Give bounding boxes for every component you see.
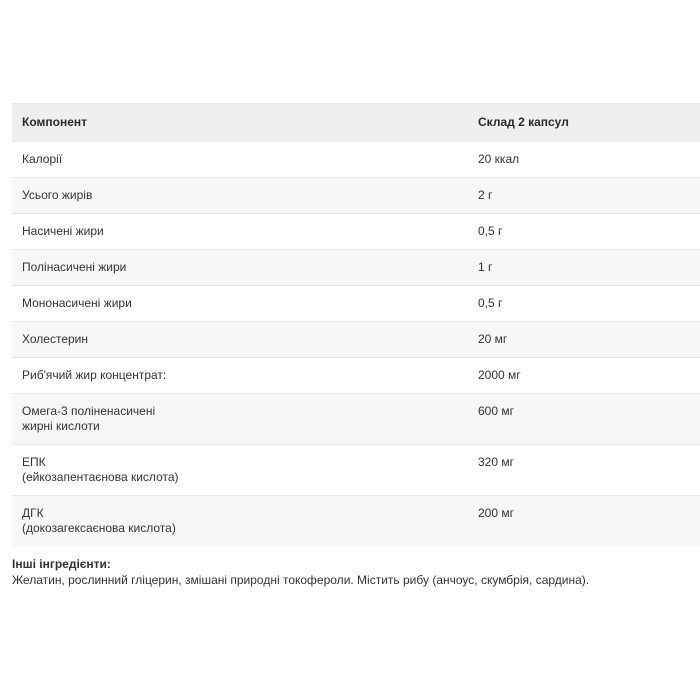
amount-cell: 0,5 г (468, 286, 700, 322)
component-name-line: Насичені жири (22, 224, 104, 238)
component-name-line: Омега-3 поліненасичені (22, 404, 156, 418)
component-name-line: Мононасичені жири (22, 296, 132, 310)
component-cell (12, 286, 468, 322)
amount-cell: 2 г (468, 178, 700, 214)
table-header-row (12, 104, 700, 142)
component-name-line: Риб'ячий жир концентрат: (22, 368, 167, 382)
other-ingredients-title: Інші інгредієнти: (12, 557, 111, 571)
table-row (12, 322, 700, 358)
table-row (12, 394, 700, 445)
amount-cell: 20 мг (468, 322, 700, 358)
table-row (12, 214, 700, 250)
component-name-line: (ейкозапентаєнова кислота) (22, 470, 179, 484)
component-name-line: Холестерин (22, 332, 88, 346)
other-ingredients-text: Желатин, рослинний гліцерин, змішані природні токофероли. Містить рибу (анчоус, скумбрія, сардина). (12, 573, 590, 587)
amount-cell: 320 мг (468, 445, 700, 496)
amount-cell: 0,5 г (468, 214, 700, 250)
amount-cell: 200 мг (468, 496, 700, 547)
table-row (12, 496, 700, 547)
table-row (12, 445, 700, 496)
table-row (12, 286, 700, 322)
component-name-line: жирні кислоти (22, 419, 100, 433)
table-body (12, 142, 700, 547)
component-cell (12, 178, 468, 214)
table-row (12, 142, 700, 178)
amount-cell: 2000 мг (468, 358, 700, 394)
amount-cell: 600 мг (468, 394, 700, 445)
component-cell (12, 214, 468, 250)
component-cell (12, 358, 468, 394)
component-name-line: ДГК (22, 506, 44, 520)
component-name-line: Полінасичені жири (22, 260, 127, 274)
component-cell (12, 142, 468, 178)
component-cell (12, 496, 468, 547)
component-cell (12, 322, 468, 358)
nutrition-table-container (12, 103, 700, 546)
table-row (12, 178, 700, 214)
component-name-line: (докозагексаєнова кислота) (22, 521, 176, 535)
component-name-line: Усього жирів (22, 188, 93, 202)
component-cell (12, 445, 468, 496)
nutrition-table (12, 103, 700, 546)
column-header-amount: Склад 2 капсул (468, 104, 700, 142)
amount-cell: 20 ккал (468, 142, 700, 178)
table-row (12, 250, 700, 286)
component-cell (12, 250, 468, 286)
amount-cell: 1 г (468, 250, 700, 286)
other-ingredients (12, 556, 692, 588)
component-name-line: ЕПК (22, 455, 46, 469)
component-name-line: Калорії (22, 152, 63, 166)
component-cell (12, 394, 468, 445)
column-header-component: Компонент (12, 104, 468, 142)
table-row (12, 358, 700, 394)
